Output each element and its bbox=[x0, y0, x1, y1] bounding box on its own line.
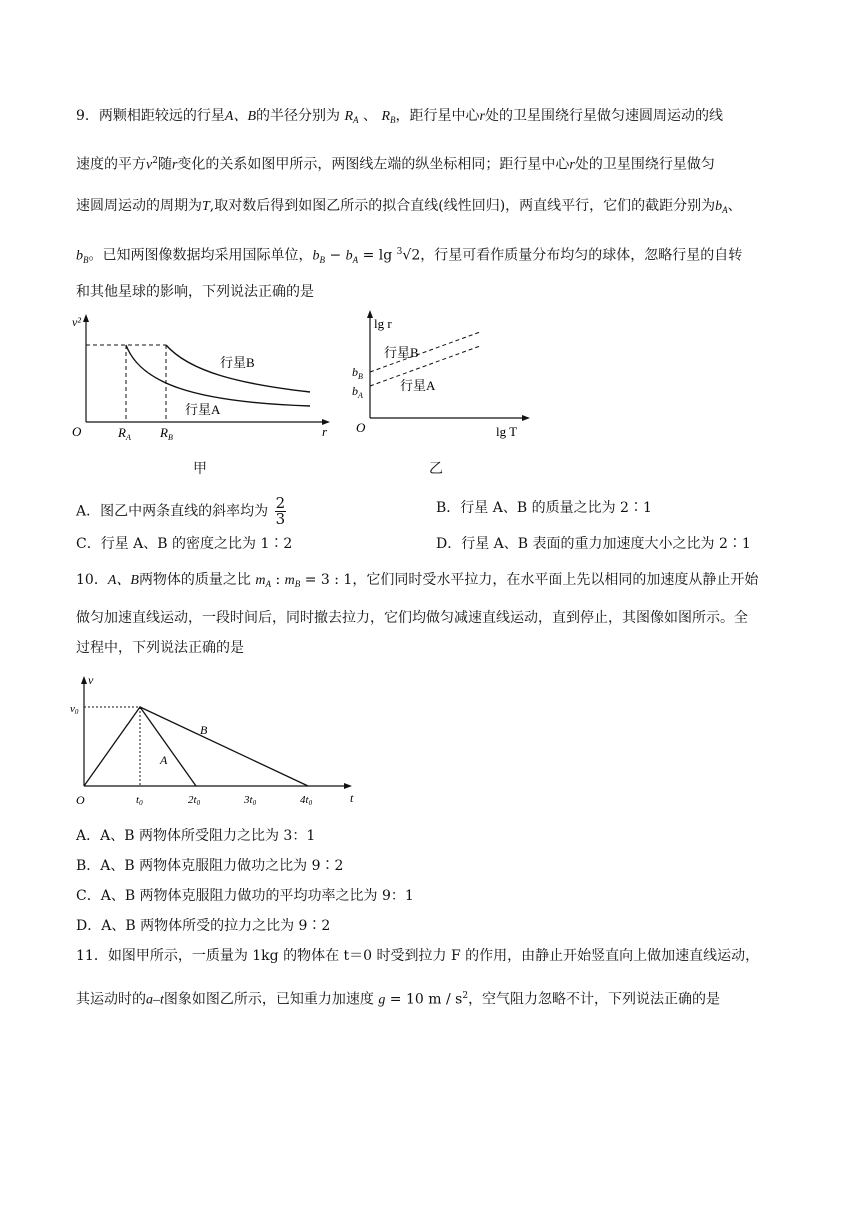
yi-tick-ba: $b_A$ bbox=[352, 384, 363, 400]
q10-option-d[interactable]: D．A、B 两物体所受的拉力之比为 9∶2 bbox=[76, 918, 331, 934]
q10-option-a[interactable]: A．A、B 两物体所受阻力之比为 3：1 bbox=[76, 828, 316, 844]
yi-label-a: 行星A bbox=[400, 378, 436, 393]
figure-jia bbox=[70, 312, 340, 442]
q9-line-1: 9．两颗相距较远的行星A、B的半径分别为 $R_A$ 、 $R_B$，距行星中心r处的卫星围绕行星做匀速圆周运动的线 bbox=[76, 108, 723, 125]
q9-line-4: $b_B$。已知两图像数据均采用国际单位，$b_B - b_A = \lg ^3√2$，行星可看作质量分布均匀的球体，忽略行星的自转 bbox=[76, 247, 743, 265]
q11-line-1: 11．如图甲所示，一质量为 1kg 的物体在 t＝0 时受到拉力 F 的作用，由静止开始竖直向上做加速直线运动， bbox=[76, 948, 760, 964]
vt-xlabel: t bbox=[350, 791, 354, 805]
vt-tick-2t0: 2t0 bbox=[188, 794, 201, 807]
vt-line-b bbox=[140, 707, 308, 786]
vt-origin: O bbox=[76, 793, 85, 807]
jia-ylabel: v² bbox=[72, 315, 81, 329]
q11-line-2: 其运动时的a–t图象如图乙所示，已知重力加速度 g = 10 m / $s^2$，空气阻力忽略不计，下列说法正确的是 bbox=[76, 991, 721, 1008]
q10-line-1: 10．A、B两物体的质量之比 $m_A$ : $m_B = 3$ : 1，它们同时受水平拉力，在水平面上先以相同的加速度从静止开始 bbox=[76, 572, 759, 589]
vt-tick-t0: t0 bbox=[136, 794, 143, 807]
figure-yi bbox=[350, 308, 540, 443]
yi-tick-bb: $b_B$ bbox=[352, 365, 363, 381]
q10-line-2: 做匀加速直线运动，一段时间后，同时撤去拉力，它们均做匀减速直线运动，直到停止，其图像如图所示。全 bbox=[76, 610, 748, 626]
figure-vt bbox=[68, 672, 368, 812]
vt-tick-4t0: 4t0 bbox=[300, 794, 313, 807]
q9-line-3: 速圆周运动的周期为T,取对数后得到如图乙所示的拟合直线(线性回归)，两直线平行，它们的截距分别为$b_A$、 bbox=[76, 198, 742, 215]
caption-jia: 甲 bbox=[193, 461, 207, 477]
yi-label-b: 行星B bbox=[384, 345, 419, 360]
vt-label-a: A bbox=[160, 753, 168, 767]
jia-origin: O bbox=[72, 424, 82, 439]
q10-line-3: 过程中，下列说法正确的是 bbox=[76, 640, 244, 656]
jia-label-a: 行星A bbox=[185, 402, 221, 417]
q9-line-5: 和其他星球的影响，下列说法正确的是 bbox=[76, 284, 314, 300]
q10-option-c[interactable]: C．A、B 两物体克服阻力做功的平均功率之比为 9：1 bbox=[76, 888, 414, 904]
vt-tick-3t0: 3t0 bbox=[244, 794, 257, 807]
q9-line-2: 速度的平方$v^2$随r变化的关系如图甲所示，两图线左端的纵坐标相同；距行星中心r处的卫星围绕行星做匀 bbox=[76, 156, 715, 173]
yi-ylabel: lg r bbox=[374, 316, 392, 331]
q10-option-b[interactable]: B．A、B 两物体克服阻力做功之比为 9∶2 bbox=[76, 858, 344, 874]
q9-option-d[interactable]: D．行星 A、B 表面的重力加速度大小之比为 2∶1 bbox=[436, 536, 751, 552]
vt-label-b: B bbox=[200, 723, 208, 737]
yi-origin: O bbox=[356, 420, 366, 435]
vt-v0: v0 bbox=[70, 703, 79, 716]
jia-label-b: 行星B bbox=[220, 355, 255, 370]
q9-option-c[interactable]: C．行星 A、B 的密度之比为 1∶2 bbox=[76, 536, 293, 552]
q9-option-b[interactable]: B．行星 A、B 的质量之比为 2∶1 bbox=[436, 500, 652, 516]
caption-yi: 乙 bbox=[429, 461, 443, 477]
vt-line-a bbox=[84, 707, 196, 786]
q9-option-a[interactable]: A．图乙中两条直线的斜率均为 $\frac{2}{3}$ bbox=[76, 494, 286, 528]
jia-tick-ra: $R_A$ bbox=[118, 425, 131, 442]
jia-xlabel: r bbox=[322, 424, 328, 439]
vt-ylabel: v bbox=[88, 673, 94, 687]
jia-tick-rb: $R_B$ bbox=[160, 425, 173, 442]
yi-xlabel: lg T bbox=[496, 424, 518, 439]
